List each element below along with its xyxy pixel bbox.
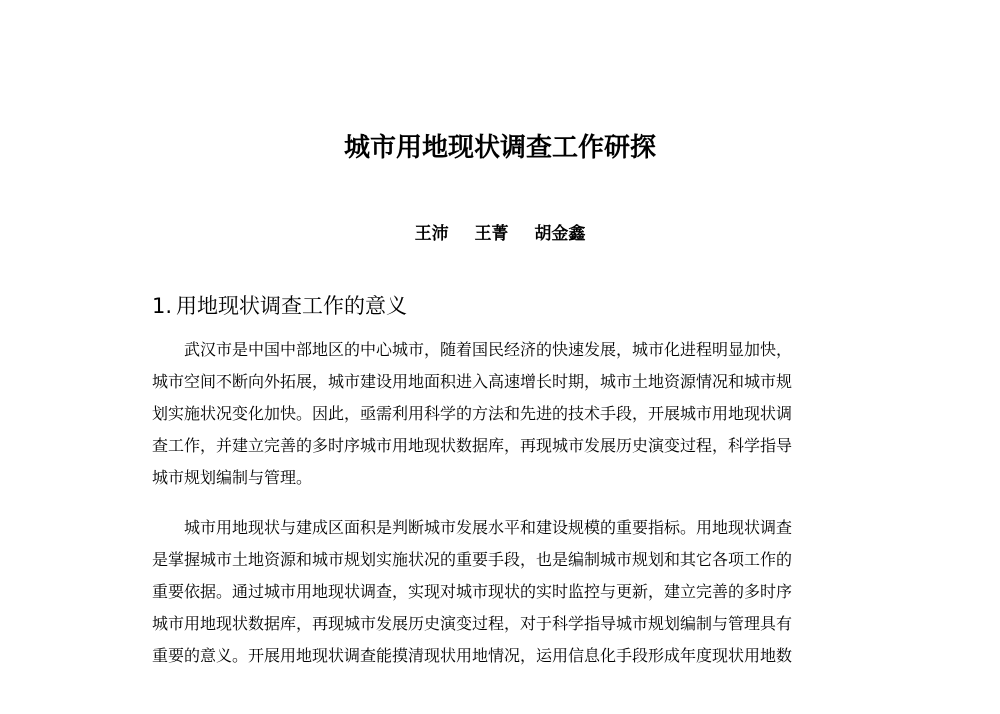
paragraph-line: 是掌握城市土地资源和城市规划实施状况的重要手段，也是编制城市规划和其它各项工作的 [152, 550, 793, 569]
paragraph-line: 重要依据。通过城市用地现状调查，实现对城市现状的实时监控与更新，建立完善的多时序 [152, 582, 793, 601]
paragraph-line: 重要的意义。开展用地现状调查能摸清现状用地情况，运用信息化手段形成年度现状用地数 [152, 646, 793, 665]
paragraph-line: 查工作，并建立完善的多时序城市用地现状数据库，再现城市发展历史演变过程，科学指导 [152, 436, 793, 455]
paragraph-line: 武汉市是中国中部地区的中心城市，随着国民经济的快速发展，城市化进程明显加快， [184, 340, 793, 359]
paragraph-line: 城市空间不断向外拓展，城市建设用地面积进入高速增长时期，城市土地资源情况和城市规 [152, 372, 793, 391]
author-line [0, 222, 1000, 246]
paragraph [152, 334, 850, 494]
paragraph [152, 512, 850, 672]
document-title: 城市用地现状调查工作研探 [343, 133, 656, 163]
author-name: 胡金鑫 [534, 224, 586, 244]
author-name: 王沛 [414, 224, 449, 244]
paragraph-line: 城市用地现状数据库，再现城市发展历史演变过程，对于科学指导城市规划编制与管理具有 [152, 614, 793, 633]
paragraph-line: 划实施状况变化加快。因此，亟需利用科学的方法和先进的技术手段，开展城市用地现状调 [152, 404, 793, 423]
section-number: 1. [152, 294, 173, 318]
paragraph-line: 城市用地现状与建成区面积是判断城市发展水平和建设规模的重要指标。用地现状调查 [184, 518, 793, 537]
section-heading [152, 292, 407, 320]
section-title: 用地现状调查工作的意义 [176, 294, 408, 318]
author-name: 王菁 [474, 224, 509, 244]
paragraph-line: 城市规划编制与管理。 [152, 468, 313, 487]
